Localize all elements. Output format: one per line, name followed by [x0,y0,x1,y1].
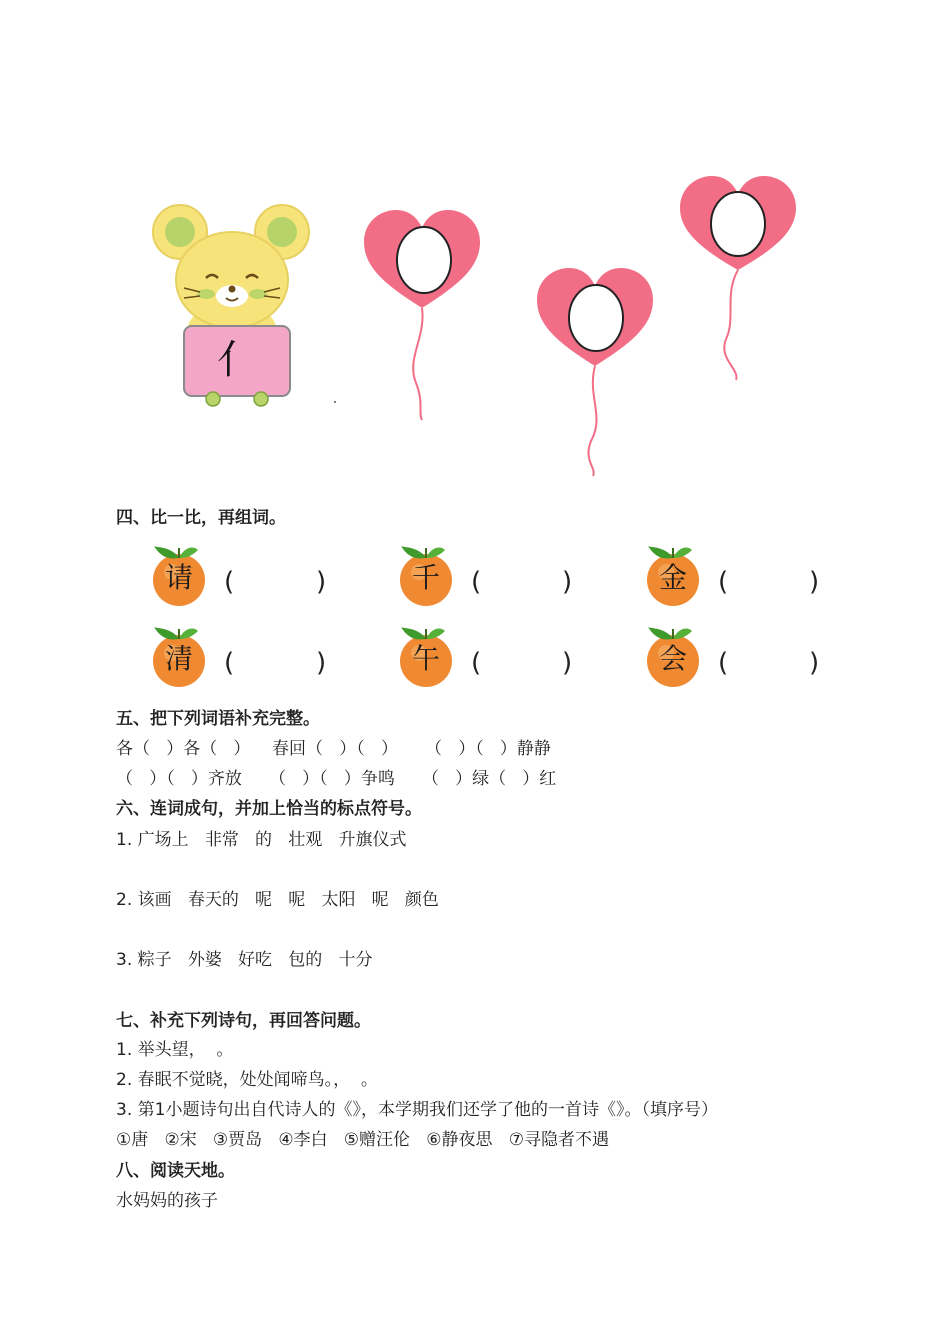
paren-open: ( [471,567,482,597]
paren-close: ) [809,567,820,597]
paren-open: ( [718,567,729,597]
section7-heading: 七、补充下列诗句，再回答问题。 [116,1011,371,1031]
paren-close: ) [562,648,573,678]
orange-char-tile [150,623,208,685]
paren-close: ) [316,648,327,678]
orange-char: 会 [658,642,687,675]
orange-char-tile [150,542,208,604]
orange-char-tile [397,542,455,604]
orange-char-tile [644,623,702,685]
sentence-question: 3. 粽子 外婆 好吃 包的 十分 [116,950,373,970]
section4-heading: 四、比一比，再组词。 [116,508,286,528]
poem-question: 2. 春眠不觉晓，处处闻啼鸟。， 。 [116,1070,378,1090]
paren-close: ) [316,567,327,597]
section6-heading: 六、连词成句，并加上恰当的标点符号。 [116,799,422,819]
paren-open: ( [718,648,729,678]
paren-close: ) [562,567,573,597]
heart-balloon [678,174,798,389]
paren-open: ( [224,648,235,678]
orange-char: 请 [164,561,193,594]
heart-balloon [535,266,655,481]
sentence-question: 1. 广场上 非常 的 壮观 升旗仪式 [116,830,407,850]
sentence-question: 2. 该画 春天的 呢 呢 太阳 呢 颜色 [116,890,439,910]
paren-open: ( [224,567,235,597]
paren-close: ) [809,648,820,678]
poem-question: 1. 举头望， 。 [116,1040,234,1060]
paren-open: ( [471,648,482,678]
fill-in-line: 各（ ）各（ ） 春回（ ）（ ） （ ）（ ）静静 [116,739,551,759]
reading-title: 水妈妈的孩子 [116,1191,218,1211]
orange-char-tile [397,623,455,685]
orange-char-tile [644,542,702,604]
dot [334,401,336,403]
heart-balloon [362,208,482,423]
orange-char: 清 [164,642,193,675]
orange-char: 午 [411,642,440,675]
section5-heading: 五、把下列词语补充完整。 [116,709,320,729]
mouse-sign-char: 亻 [217,337,257,383]
section8-heading: 八、阅读天地。 [116,1161,235,1181]
answer-options: ①唐 ②宋 ③贾岛 ④李白 ⑤赠汪伦 ⑥静夜思 ⑦寻隐者不遇 [116,1130,609,1150]
fill-in-line: （ ）（ ）齐放 （ ）（ ）争鸣 （ ）绿（ ）红 [116,769,557,789]
orange-char: 金 [658,561,687,594]
orange-char: 千 [411,561,440,594]
poem-question: 3. 第1小题诗句出自代诗人的《》，本学期我们还学了他的一首诗《》。（填序号） [116,1100,718,1120]
